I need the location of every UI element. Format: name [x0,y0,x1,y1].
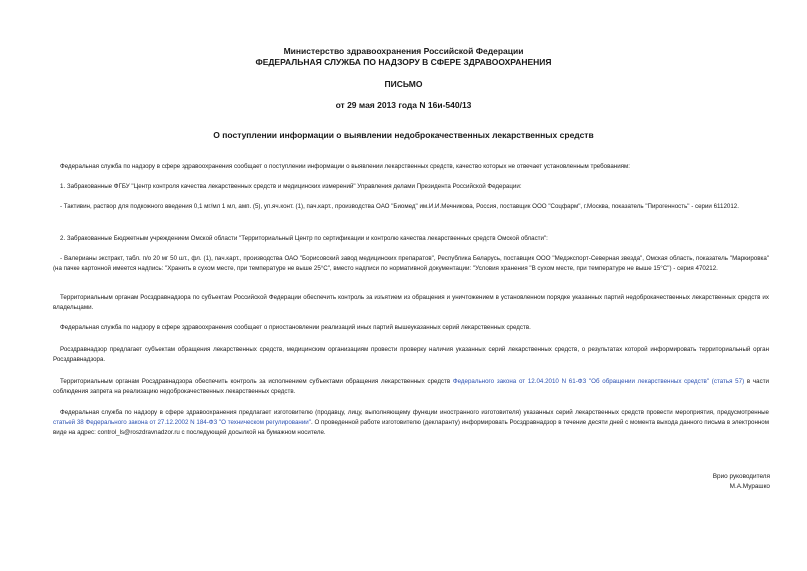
signature-position: Врио руководителя [712,473,770,480]
paragraph-check-proposal: Росздравнадзор предлагает субъектам обращения лекарственных средств, медицинским организациям провести проверку наличия указанных серий лекарственных средств, о результатах которой информировать территориальный орган Росздравнадзора. [53,346,769,363]
paragraph-suspension: Федеральная служба по надзору в сфере здравоохранения сообщает о приостановлении реализаций иных партий вышеуказанных серий лекарственных средств. [60,324,531,331]
paragraph-item-2: 2. Забракованные Бюджетным учреждением Омской области "Территориальный Центр по сертификации и контролю качества лекарственных средств Омской области": [60,235,548,242]
paragraph-territorial-control: Территориальным органам Росздравнадзора по субъектам Российской Федерации обеспечить контроль за изъятием из обращения и уничтожением в установленном порядке указанных партий недоброкачественных лекарственных средств их владельцами. [53,294,769,311]
article-57-link[interactable]: (статья 57) [711,378,745,385]
paragraph-measures-text-b: . О проведенной работе изготовителю (декларанту) информировать Росздравнадзор в течение десяти дней с момента выхода данного письма в электронном виде на адрес: control_ls@roszdravnadzor.ru с последующей досылкой на бумажном носителе. [53,418,769,436]
service-title: ФЕДЕРАЛЬНАЯ СЛУЖБА ПО НАДЗОРУ В СФЕРЕ ЗДРАВООХРАНЕНИЯ [255,57,552,67]
document-type: ПИСЬМО [384,79,423,89]
paragraph-law-control-text-a: Территориальным органам Росздравнадзора обеспечить контроль за исполнением субъектами обращения лекарственных средств [60,378,453,385]
federal-law-61-link[interactable]: Федерального закона от 12.04.2010 N 61-ФЗ "Об обращении лекарственных средств" [452,378,710,385]
signature-name: М.А.Мурашко [729,483,770,490]
document-date-number: от 29 мая 2013 года N 16и-540/13 [335,100,472,110]
article-38-law-184-link[interactable]: статьей 38 Федерального закона от 27.12.2002 N 184-ФЗ "О техническом регулировании" [53,418,311,426]
paragraph-measures-text-a: Федеральная служба по надзору в сфере здравоохранения предлагает изготовителю (продавцу, лицу, выполняющему функции иностранного изготовителя) указанных серий лекарственных средств провести мероприятия, предусмотренные [60,409,769,416]
ministry-title: Министерство здравоохранения Российской Федерации [283,46,524,56]
paragraph-manufacturer-measures [53,408,769,437]
paragraph-intro: Федеральная служба по надзору в сфере здравоохранения сообщает о поступлении информации о выявлении лекарственных средств, качество которых не отвечает установленным требованиям: [60,163,630,170]
paragraph-item-2-detail: - Валерианы экстракт, табл. п/о 20 мг 50 шт., фл. (1), пач.карт., производства ОАО "Борисовский завод медицинских препаратов", Республика Беларусь, поставщик ООО "Медэкспорт-Северная звезда", Омская область, показатель "Маркировка" (на пачке картонной имеется надпись: "Хранить в сухом месте, при температуре не выше 25°С", вместо надписи по нормативной документации: "Условия хранения "В сухом месте, при температуре не выше 15°С") - серия 470212. [53,255,769,272]
paragraph-law-control [53,377,769,397]
paragraph-item-1: 1. Забракованные ФГБУ "Центр контроля качества лекарственных средств и медицинских измерений" Управления делами Президента Российской Федерации: [60,183,522,190]
paragraph-item-1-detail: - Тактивин, раствор для подкожного введения 0,1 мг/мл 1 мл, амп. (5), уп.яч.конт. (1), пач.карт., производства ОАО "Биомед" им.И.И.Мечникова, Россия, поставщик ООО "Соцфарм", г.Москва, показатель "Пирогенность" - серии 6112012. [60,203,739,210]
paragraph-law-control-text-c: в части соблюдения запрета на реализацию недоброкачественных лекарственных средств. [53,378,769,395]
document-subject: О поступлении информации о выявлении недоброкачественных лекарственных средств [213,130,594,140]
